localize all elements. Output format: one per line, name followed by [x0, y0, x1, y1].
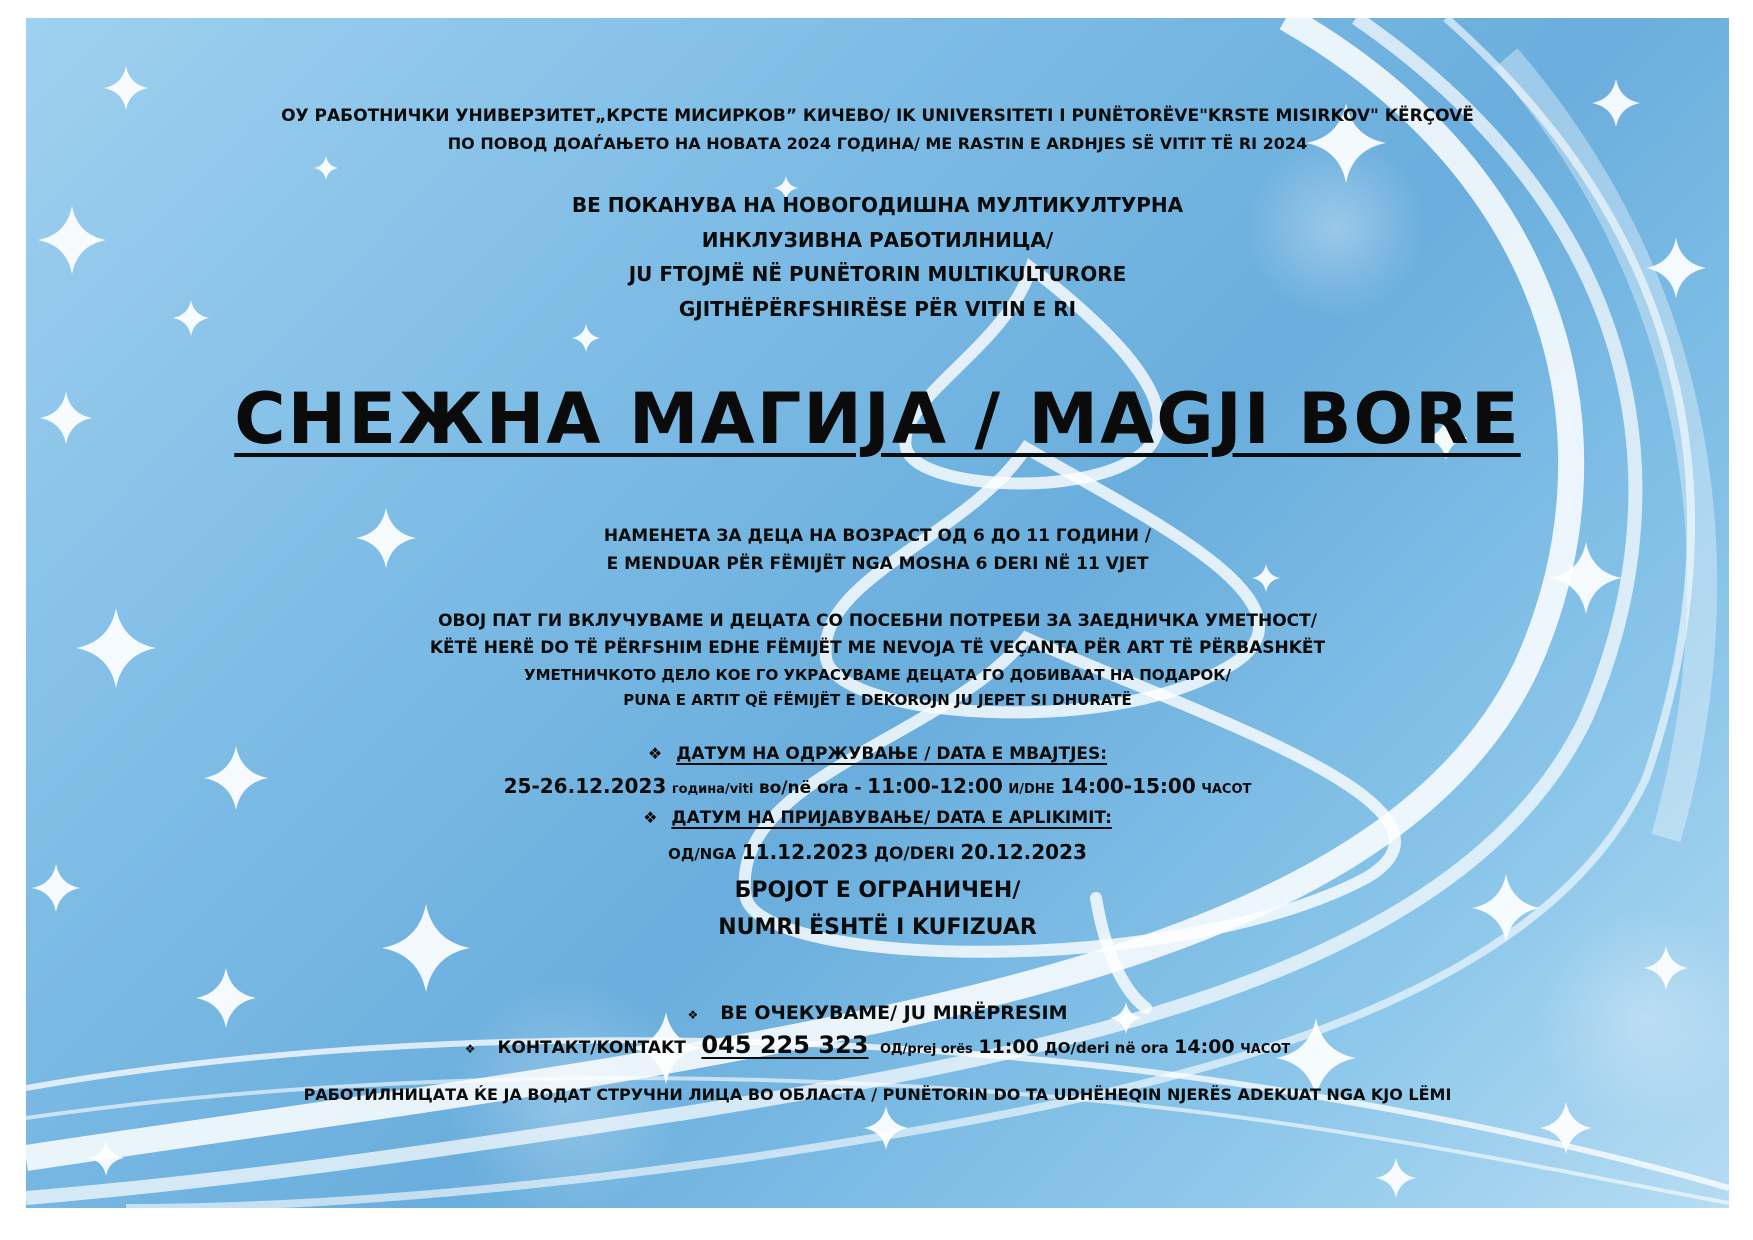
hours-word: ЧАСОТ: [1201, 782, 1252, 797]
age-line-mk: НАМЕНЕТА ЗА ДЕЦА НА ВОЗРАСТ ОД 6 ДО 11 ГОДИНИ /: [603, 526, 1152, 546]
application-heading: [26, 808, 1729, 828]
invitation-line-3: JU FTOJMË NË PUNËTORIN MULTIKULTURORE: [628, 262, 1127, 286]
contact-phone[interactable]: 045 225 323: [701, 1031, 869, 1059]
invitation-line-2: ИНКЛУЗИВНА РАБОТИЛНИЦА/: [701, 228, 1054, 252]
welcome-text: ВЕ ОЧЕКУВАМЕ/ JU MIRËPRESIM: [720, 1002, 1068, 1024]
at-word: во/në ora -: [758, 778, 862, 798]
sparkle-star-icon: [864, 1106, 908, 1150]
sparkle-star-icon: [1376, 1158, 1416, 1198]
application-from-date: 11.12.2023: [741, 840, 869, 864]
invitation-poster: [26, 18, 1729, 1208]
event-date-label: ДАТУМ НА ОДРЖУВАЊЕ / DATA E MBAJTJES:: [676, 744, 1108, 764]
inclusion-line-1: ОВОЈ ПАТ ГИ ВКЛУЧУВАМЕ И ДЕЦАТА СО ПОСЕБНИ ПОТРЕБИ ЗА ЗАЕДНИЧКА УМЕТНОСТ/: [438, 611, 1317, 631]
sparkle-star-icon: [104, 66, 148, 110]
time-slot-1: 11:00-12:00: [867, 774, 1003, 798]
event-dates: 25-26.12.2023: [503, 774, 667, 798]
event-title: СНЕЖНА МАГИЈА / MAGJI BORE: [234, 378, 1521, 460]
to-word: ДО/DERI: [873, 844, 955, 864]
inclusion-line-2: KËTË HERË DO TË PËRFSHIM EDHE FËMIJËT ME NEVOJA TË VEÇANTA PËR ART TË PËRBASHKËT: [429, 638, 1326, 658]
gift-line-mk: УМЕТНИЧКОТО ДЕЛО КОЕ ГО УКРАСУВАМЕ ДЕЦАТА ГО ДОБИВААТ НА ПОДАРОК/: [524, 666, 1231, 684]
time-slot-2: 14:00-15:00: [1060, 774, 1196, 798]
diamond-bullet-icon: ❖: [464, 1042, 476, 1056]
event-date-details: [26, 774, 1729, 798]
diamond-bullet-icon: ❖: [647, 744, 663, 763]
diamond-bullet-icon: ❖: [687, 1008, 699, 1022]
contact-line: [26, 1031, 1729, 1059]
welcome-line: [26, 1002, 1729, 1024]
limited-line-mk: БРОЈОТ Е ОГРАНИЧЕН/: [734, 878, 1021, 903]
contact-label: КОНТАКТ/KONTAKT: [497, 1038, 686, 1058]
application-to-date: 20.12.2023: [960, 840, 1087, 864]
sparkle-star-icon: [1540, 1102, 1592, 1154]
application-dates: [26, 840, 1729, 864]
sparkle-star-icon: [572, 324, 600, 352]
from-word: ОД/NGA: [668, 845, 737, 863]
sparkle-star-icon: [314, 156, 338, 180]
contact-from-word: ОД/prej orës: [879, 1042, 973, 1057]
and-word: И/DHE: [1008, 782, 1055, 797]
occasion-line: ПО ПОВОД ДОАЃАЊЕТО НА НОВАТА 2024 ГОДИНА/ ME RASTIN E ARDHJES SË VITIT TË RI 2024: [447, 134, 1308, 153]
diamond-bullet-icon: ❖: [643, 808, 658, 827]
contact-to-word: ДО/deri në ora: [1044, 1039, 1169, 1057]
contact-hours-word: ЧАСОТ: [1240, 1042, 1291, 1057]
event-date-heading: [26, 744, 1729, 764]
contact-from-time: 11:00: [978, 1036, 1039, 1058]
invitation-line-4: GJITHËPËRFSHIRËSE PËR VITIN E RI: [678, 297, 1077, 321]
footer-line: РАБОТИЛНИЦАТА ЌЕ ЈА ВОДАТ СТРУЧНИ ЛИЦА ВО ОБЛАСТА / PUNËTORIN DO TA UDHËHEQIN NJERËS ADEKUAT NGA KJO LËMI: [303, 1085, 1452, 1104]
limited-line-sq: NUMRI ËSHTË I KUFIZUAR: [718, 915, 1037, 940]
organizer-line: ОУ РАБОТНИЧКИ УНИВЕРЗИТЕТ„КРСТЕ МИСИРКОВ” КИЧЕВО/ IK UNIVERSITETI I PUNËTORËVE"KRSTE MISIRKOV" KËRÇOVË: [281, 106, 1474, 126]
gift-line-sq: PUNA E ARTIT QË FËMIJËT E DEKOROJN JU JEPET SI DHURATË: [623, 691, 1132, 709]
application-label: ДАТУМ НА ПРИЈАВУВАЊЕ/ DATA E APLIKIMIT:: [671, 808, 1112, 828]
age-line-sq: E MENDUAR PËR FËMIJËT NGA MOSHA 6 DERI NË 11 VJET: [606, 554, 1149, 574]
year-word: година/viti: [671, 782, 754, 797]
contact-to-time: 14:00: [1174, 1036, 1235, 1058]
invitation-line-1: ВЕ ПОКАНУВА НА НОВОГОДИШНА МУЛТИКУЛТУРНА: [571, 193, 1184, 217]
